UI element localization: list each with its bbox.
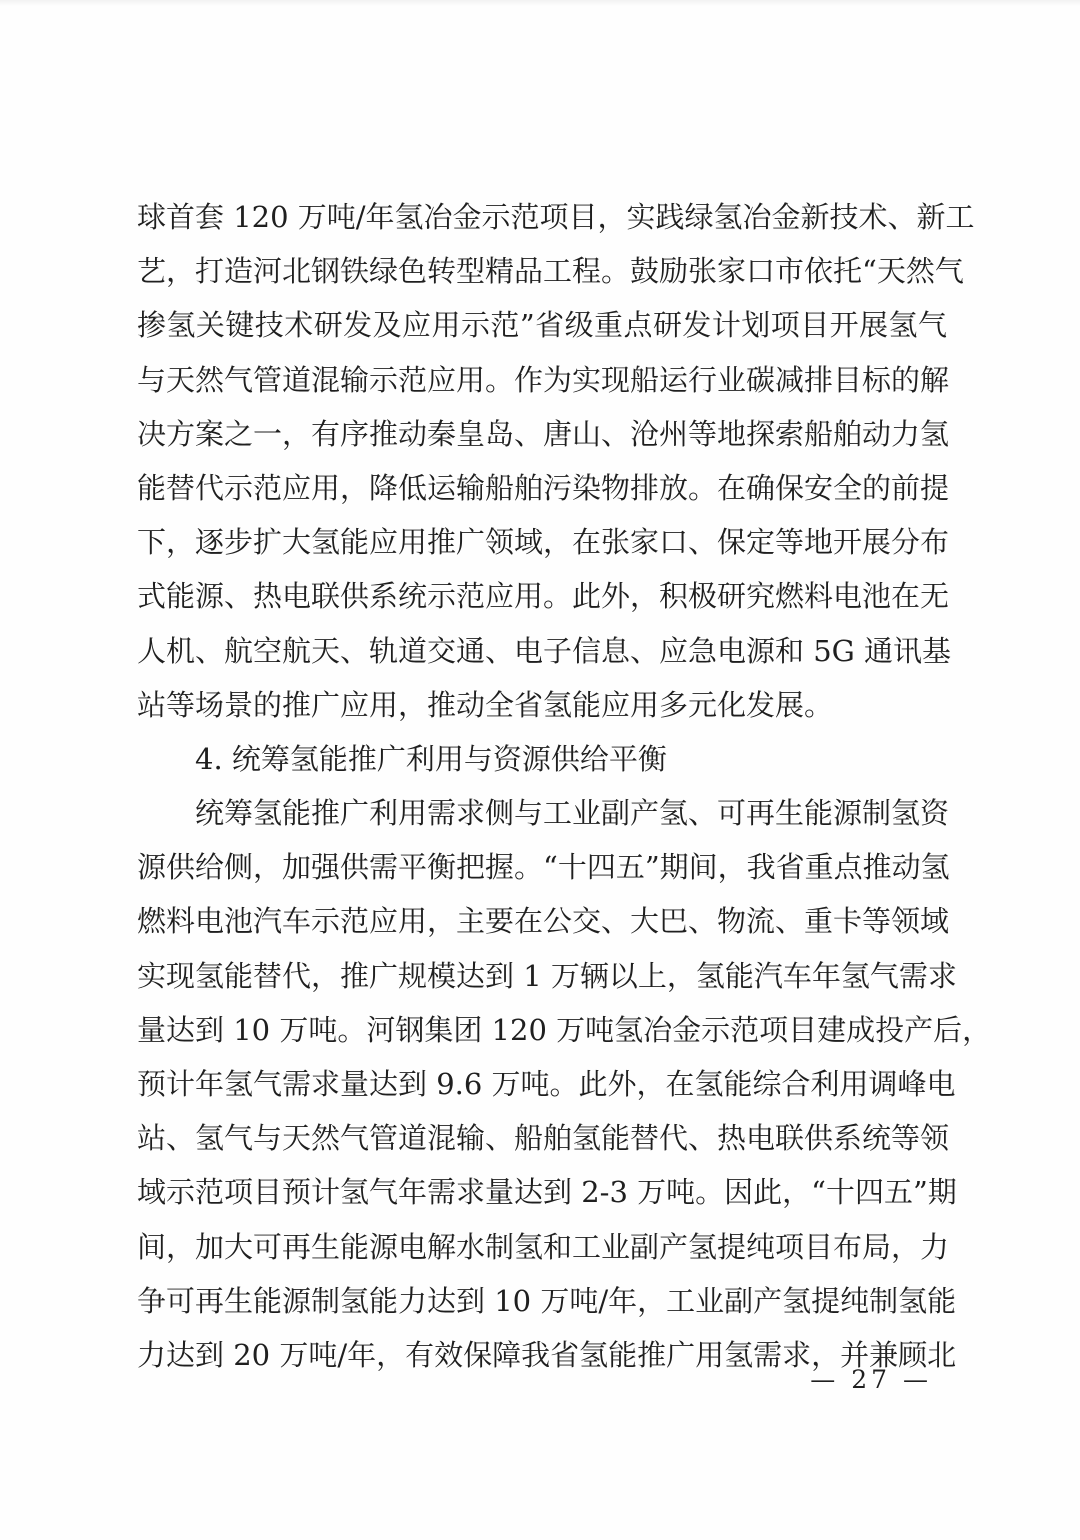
text-line-19: 域示范项目预计氢气年需求量达到 2-3 万吨。因此，“十四五”期 (137, 1175, 957, 1210)
text-line-3: 掺氢关键技术研发及应用示范”省级重点研发计划项目开展氢气 (137, 308, 947, 343)
body-text (137, 190, 992, 1382)
text-line-6: 能替代示范应用，降低运输船舶污染物排放。在确保安全的前提 (137, 470, 950, 505)
text-line-13: 源供给侧，加强供需平衡把握。“十四五”期间，我省重点推动氢 (137, 850, 950, 885)
text-line-2: 艺，打造河北钢铁绿色转型精品工程。鼓励张家口市依托“天然气 (137, 254, 964, 289)
text-line-22: 力达到 20 万吨/年，有效保障我省氢能推广用氢需求，并兼顾北 (137, 1337, 957, 1372)
section-heading: 4. 统筹氢能推广利用与资源供给平衡 (195, 741, 667, 776)
text-line-7: 下，逐步扩大氢能应用推广领域，在张家口、保定等地开展分布 (137, 525, 950, 560)
text-line-14: 燃料电池汽车示范应用，主要在公交、大巴、物流、重卡等领域 (137, 904, 950, 939)
text-line-20: 间，加大可再生能源电解水制氢和工业副产氢提纯项目布局，力 (137, 1229, 950, 1264)
text-line-10: 站等场景的推广应用，推动全省氢能应用多元化发展。 (137, 687, 834, 722)
text-line-9: 人机、航空航天、轨道交通、电子信息、应急电源和 5G 通讯基 (137, 633, 952, 668)
text-line-17: 预计年氢气需求量达到 9.6 万吨。此外，在氢能综合利用调峰电 (137, 1067, 956, 1101)
text-line-15: 实现氢能替代，推广规模达到 1 万辆以上，氢能汽车年氢气需求 (137, 958, 957, 993)
page-number: — 27 — (810, 1365, 932, 1394)
text-line-18: 站、氢气与天然气管道混输、船舶氢能替代、热电联供系统等领 (137, 1121, 950, 1156)
text-line-4: 与天然气管道混输示范应用。作为实现船运行业碳减排目标的解 (137, 362, 950, 397)
text-line-8: 式能源、热电联供系统示范应用。此外，积极研究燃料电池在无 (137, 579, 950, 614)
text-line-1: 球首套 120 万吨/年氢冶金示范项目，实践绿氢冶金新技术、新工 (137, 200, 975, 234)
text-line-21: 争可再生能源制氢能力达到 10 万吨/年，工业副产氢提纯制氢能 (137, 1283, 957, 1318)
text-line-12: 统筹氢能推广利用需求侧与工业副产氢、可再生能源制氢资 (195, 796, 950, 831)
text-line-16: 量达到 10 万吨。河钢集团 120 万吨氢冶金示范项目建成投产后， (137, 1012, 992, 1047)
text-line-5: 决方案之一，有序推动秦皇岛、唐山、沧州等地探索船舶动力氢 (137, 416, 950, 451)
scan-top-edge (0, 0, 1080, 6)
